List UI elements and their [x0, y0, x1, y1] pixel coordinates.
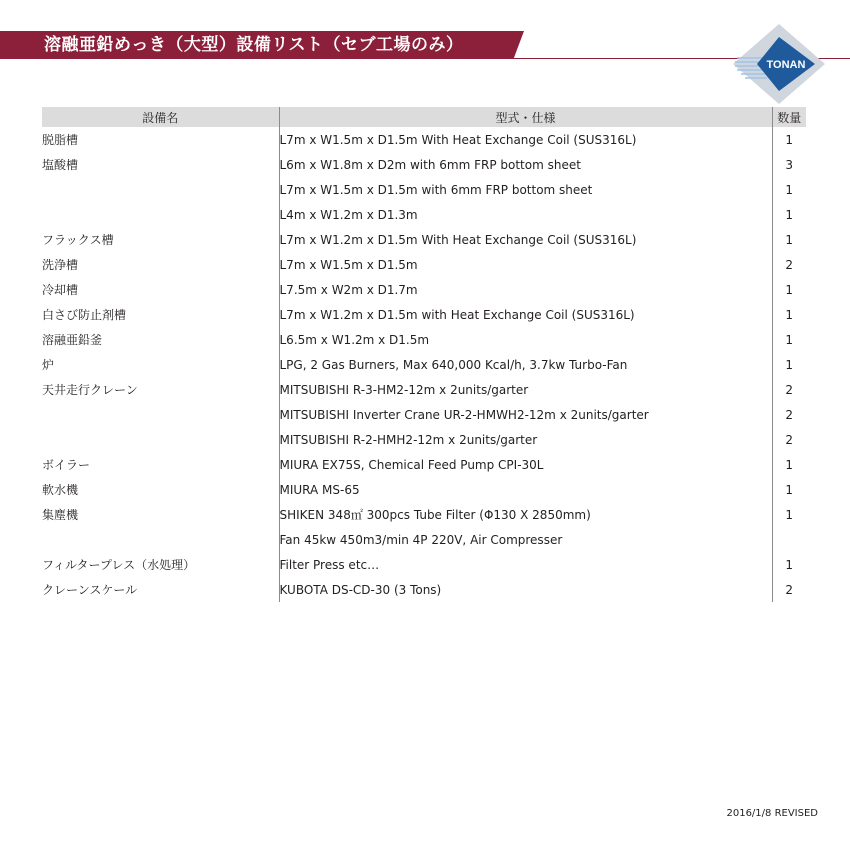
spec-cell: MITSUBISHI R-2-HMH2-12m x 2units/garter	[279, 427, 772, 452]
equipment-name-cell: 脱脂槽	[42, 133, 79, 147]
spec-cell: L7m x W1.5m x D1.5m	[279, 252, 772, 277]
spec-cell: L7m x W1.2m x D1.5m With Heat Exchange Coil (SUS316L)	[279, 227, 772, 252]
equipment-name-cell: 冷却槽	[42, 283, 79, 297]
tonan-logo	[733, 24, 825, 104]
quantity-cell: 2	[785, 382, 794, 397]
quantity-cell: 1	[785, 332, 794, 347]
spec-cell: MITSUBISHI R-3-HM2-12m x 2units/garter	[279, 377, 772, 402]
quantity-cell: 3	[785, 157, 794, 172]
table-row	[42, 352, 806, 377]
header-quantity: 数量	[772, 107, 806, 127]
page-title: 溶融亜鉛めっき（大型）設備リスト（セブ工場のみ）	[44, 35, 464, 55]
header-spec: 型式・仕様	[279, 107, 772, 127]
table-row	[42, 402, 806, 427]
spec-cell: Fan 45kw 450m3/min 4P 220V, Air Compresser	[279, 527, 772, 552]
spec-cell: L4m x W1.2m x D1.3m	[279, 202, 772, 227]
equipment-name-cell	[42, 527, 279, 552]
equipment-table	[42, 107, 806, 602]
table-row	[42, 252, 806, 277]
spec-cell: MIURA MS-65	[279, 477, 772, 502]
table-row	[42, 327, 806, 352]
table-row	[42, 452, 806, 477]
equipment-name-cell	[42, 427, 279, 452]
spec-cell: L7m x W1.5m x D1.5m with 6mm FRP bottom sheet	[279, 177, 772, 202]
equipment-name-cell: 炉	[42, 358, 55, 372]
equipment-name-cell: 集塵機	[42, 508, 79, 522]
equipment-name-cell: フラックス槽	[42, 233, 114, 247]
spec-cell: L7.5m x W2m x D1.7m	[279, 277, 772, 302]
equipment-name-cell: 洗浄槽	[42, 258, 79, 272]
table-row	[42, 277, 806, 302]
quantity-cell: 2	[785, 432, 794, 447]
quantity-cell: 2	[785, 582, 794, 597]
table-row	[42, 227, 806, 252]
spec-cell: L6m x W1.8m x D2m with 6mm FRP bottom sheet	[279, 152, 772, 177]
table-row	[42, 302, 806, 327]
revision-date: 2016/1/8 REVISED	[726, 808, 818, 819]
spec-cell: L6.5m x W1.2m x D1.5m	[279, 327, 772, 352]
equipment-name-cell	[42, 402, 279, 427]
table-row	[42, 502, 806, 527]
quantity-cell: 1	[785, 357, 794, 372]
table-row	[42, 577, 806, 602]
table-row	[42, 527, 806, 552]
quantity-cell: 2	[785, 407, 794, 422]
spec-cell: MITSUBISHI Inverter Crane UR-2-HMWH2-12m x 2units/garter	[279, 402, 772, 427]
quantity-cell: 1	[785, 232, 794, 247]
quantity-cell: 2	[785, 257, 794, 272]
table-row	[42, 177, 806, 202]
quantity-cell: 1	[785, 557, 794, 572]
quantity-cell: 1	[785, 482, 794, 497]
quantity-cell: 1	[785, 307, 794, 322]
equipment-name-cell: 塩酸槽	[42, 158, 79, 172]
table-row	[42, 202, 806, 227]
header-equipment-name: 設備名	[42, 107, 279, 127]
quantity-cell: 1	[785, 132, 794, 147]
equipment-name-cell: クレーンスケール	[42, 583, 138, 597]
quantity-cell: 1	[785, 182, 794, 197]
table-row	[42, 552, 806, 577]
quantity-cell: 1	[785, 207, 794, 222]
table-header-row	[42, 107, 806, 127]
title-rule	[0, 58, 850, 59]
equipment-name-cell: ボイラー	[42, 458, 91, 472]
table-row	[42, 477, 806, 502]
table-row	[42, 127, 806, 152]
equipment-name-cell	[42, 202, 279, 227]
equipment-name-cell: フィルタープレス（水処理）	[42, 558, 196, 572]
quantity-cell: 1	[785, 282, 794, 297]
equipment-name-cell	[42, 177, 279, 202]
equipment-name-cell: 軟水機	[42, 483, 79, 497]
spec-cell: MIURA EX75S, Chemical Feed Pump CPI-30L	[279, 452, 772, 477]
logo-text: TONAN	[766, 59, 806, 71]
spec-cell: Filter Press etc…	[279, 552, 772, 577]
table-row	[42, 427, 806, 452]
quantity-cell: 1	[785, 457, 794, 472]
quantity-cell	[772, 527, 806, 552]
equipment-name-cell: 白さび防止剤槽	[42, 308, 127, 322]
spec-cell: LPG, 2 Gas Burners, Max 640,000 Kcal/h, 3.7kw Turbo-Fan	[279, 352, 772, 377]
equipment-name-cell: 天井走行クレーン	[42, 383, 138, 397]
table-row	[42, 377, 806, 402]
spec-cell: L7m x W1.2m x D1.5m with Heat Exchange Coil (SUS316L)	[279, 302, 772, 327]
spec-cell: L7m x W1.5m x D1.5m With Heat Exchange Coil (SUS316L)	[279, 127, 772, 152]
equipment-name-cell: 溶融亜鉛釜	[42, 333, 103, 347]
spec-cell: SHIKEN 348㎡ 300pcs Tube Filter (Φ130 X 2850mm)	[279, 502, 772, 527]
table-row	[42, 152, 806, 177]
quantity-cell: 1	[785, 507, 794, 522]
spec-cell: KUBOTA DS-CD-30 (3 Tons)	[279, 577, 772, 602]
